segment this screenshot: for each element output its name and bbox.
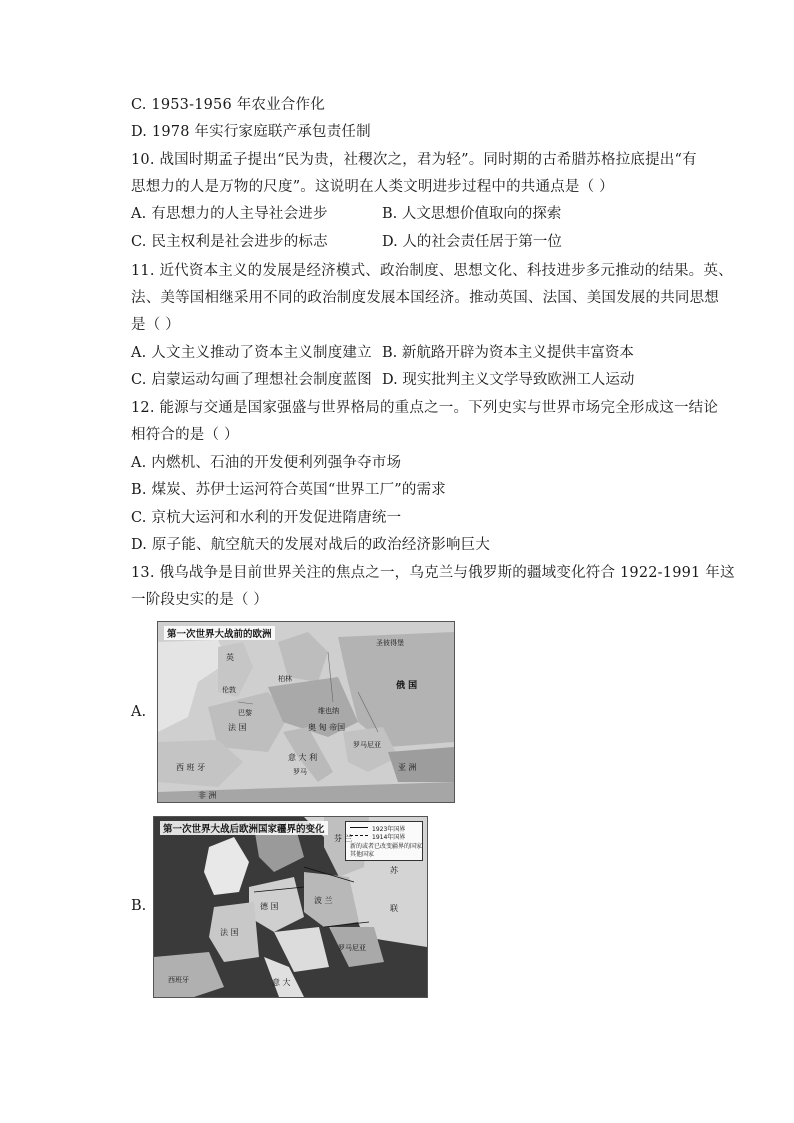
- q12-option-c: C. 京杭大运河和水利的开发促进隋唐统一: [131, 510, 402, 526]
- q12-option-b: B. 煤炭、苏伊士运河符合英国“世界工厂”的需求: [131, 482, 446, 498]
- label-italy-b: 意 大: [272, 978, 291, 987]
- legend-new-states: 新的或者已改变疆界的国家: [350, 843, 423, 850]
- label-finland: 芬 兰: [334, 834, 353, 843]
- question-10-line-2: 思想力的人是万物的尺度”。这说明在人类文明进步过程中的共通点是（ ）: [131, 179, 614, 195]
- q13-option-a-label: A.: [131, 704, 147, 720]
- label-rome: 罗马: [293, 768, 307, 776]
- label-union: 联: [390, 904, 398, 913]
- question-12-line-1: 12. 能源与交通是国家强盛与世界格局的重点之一。下列史实与世界市场完全形成这一结论: [131, 400, 719, 416]
- map-europe-before-ww1: [157, 621, 455, 803]
- question-13-line-1: 13. 俄乌战争是目前世界关注的焦点之一，乌克兰与俄罗斯的疆域变化符合 1922-1991 年这: [131, 565, 735, 581]
- question-11-line-1: 11. 近代资本主义的发展是经济模式、政治制度、思想文化、科技进步多元推动的结果。英、: [131, 263, 733, 279]
- label-romania: 罗马尼亚: [353, 741, 381, 749]
- label-vienna: 维也纳: [318, 707, 339, 715]
- map-europe-after-ww1: [153, 816, 428, 998]
- question-12-line-2: 相符合的是（ ）: [131, 427, 239, 443]
- q13-option-b-label: B.: [131, 898, 147, 914]
- label-spain: 西 班 牙: [176, 763, 206, 772]
- map-b-legend: [345, 821, 423, 861]
- label-italy: 意 大 利: [288, 753, 318, 762]
- label-england: 英: [226, 653, 234, 662]
- option-c-q9: C. 1953-1956 年农业合作化: [131, 97, 325, 113]
- legend-1923-line: [350, 827, 368, 828]
- map-a-title: 第一次世界大战前的欧洲: [164, 626, 275, 640]
- label-germany: 德 国: [260, 902, 279, 911]
- question-11-line-3: 是（ ）: [131, 317, 180, 333]
- label-spain-b: 西班牙: [168, 976, 189, 984]
- label-france-b: 法 国: [220, 928, 239, 937]
- q11-option-c: C. 启蒙运动勾画了理想社会制度蓝图: [131, 372, 372, 388]
- q10-option-a: A. 有思想力的人主导社会进步: [131, 206, 328, 222]
- q10-option-b: B. 人文思想价值取向的探索: [382, 206, 562, 222]
- label-berlin: 柏林: [278, 675, 292, 683]
- label-austria: 奥 匈 帝国: [308, 723, 346, 732]
- label-paris: 巴黎: [238, 709, 252, 717]
- label-asia: 亚 洲: [398, 763, 417, 772]
- question-10-line-1: 10. 战国时期孟子提出“民为贵，社稷次之，君为轻”。同时期的古希腊苏格拉底提出“有: [131, 152, 697, 168]
- option-d-q9: D. 1978 年实行家庭联产承包责任制: [131, 124, 371, 140]
- legend-1923: 1923年国界: [372, 826, 406, 833]
- q12-option-d: D. 原子能、航空航天的发展对战后的政治经济影响巨大: [131, 537, 491, 553]
- q10-option-c: C. 民主权利是社会进步的标志: [131, 234, 328, 250]
- question-11-line-2: 法、美等国相继采用不同的政治制度发展本国经济。推动英国、法国、美国发展的共同思想: [131, 290, 719, 306]
- map-b-title: 第一次世界大战后欧洲国家疆界的变化: [160, 821, 328, 835]
- legend-1914: 1914年国界: [372, 834, 406, 841]
- label-soviet: 苏: [390, 866, 398, 875]
- label-poland: 波 兰: [314, 896, 333, 905]
- label-russia: 俄 国: [396, 681, 418, 691]
- question-13-line-2: 一阶段史实的是（ ）: [131, 592, 269, 608]
- label-st-petersburg: 圣彼得堡: [376, 639, 404, 647]
- q12-option-a: A. 内燃机、石油的开发便利列强争夺市场: [131, 455, 402, 471]
- q11-option-a: A. 人文主义推动了资本主义制度建立: [131, 345, 372, 361]
- q11-option-d: D. 现实批判主义文学导致欧洲工人运动: [382, 372, 635, 388]
- q10-option-d: D. 人的社会责任居于第一位: [382, 234, 562, 250]
- label-africa: 非 洲: [198, 791, 217, 800]
- label-london: 伦敦: [222, 686, 236, 694]
- label-france: 法 国: [228, 723, 247, 732]
- label-romania-b: 罗马尼亚: [338, 944, 366, 952]
- q11-option-b: B. 新航路开辟为资本主义提供丰富资本: [382, 345, 634, 361]
- legend-other-states: 其他国家: [350, 851, 375, 858]
